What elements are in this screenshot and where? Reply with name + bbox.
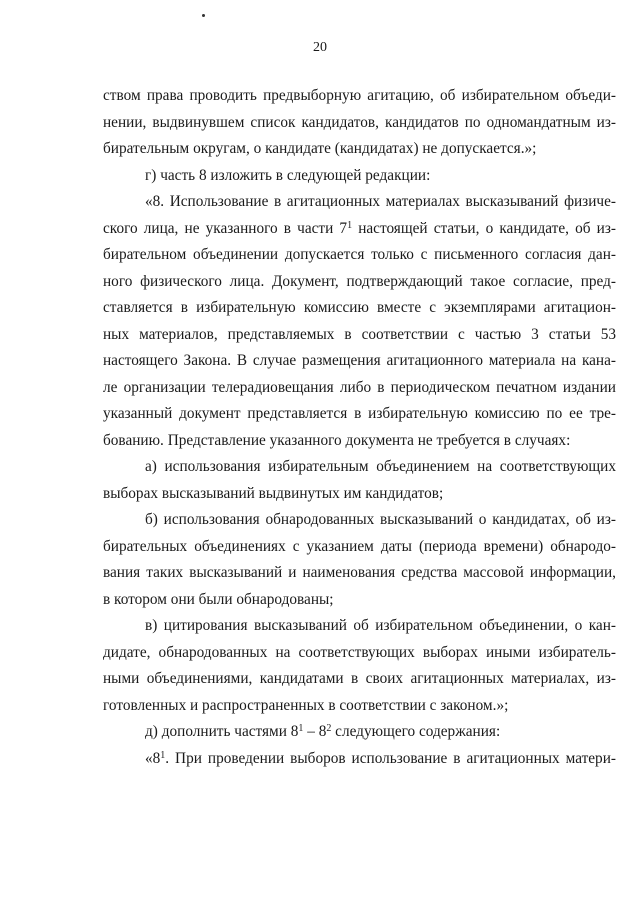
text-line: выборах высказываний выдвинутых им кандидатов;: [103, 484, 444, 502]
text-line: бованию. Представление указанного документа не требуется в случаях:: [103, 431, 571, 449]
text-line: ных материалов, представляемых в соответствии с частью 3 статьи 53: [103, 325, 616, 343]
text-line: а) использования избирательным объединением на соответствующих: [145, 458, 616, 475]
text-line: ного физического лица. Документ, подтверждающий такое согласие, пред-: [103, 272, 616, 290]
text-line: в котором они были обнародованы;: [103, 590, 334, 608]
text-line: ставляется в избирательную комиссию вместе с экземплярами агитацион-: [103, 299, 616, 316]
text-line: настоящего Закона. В случае размещения агитационного материала на кана-: [103, 352, 616, 369]
text-line: «8. Использование в агитационных материалах высказываний физиче-: [145, 193, 616, 210]
text-line: г) часть 8 изложить в следующей редакции:: [145, 166, 431, 184]
text-line: ле организации телерадиовещания либо в периодическом печатном издании: [103, 378, 616, 396]
text-line: готовленных и распространенных в соответствии с законом.»;: [103, 696, 509, 714]
text-line: ными объединениями, кандидатами в своих агитационных материалах, из-: [103, 670, 616, 687]
page-number: 20: [313, 40, 327, 55]
text-line: д) дополнить частями $8^1 - 8^2$ следующего содержания:: [145, 723, 501, 740]
text-line: бирательным округам, о кандидате (кандидатах) не допускается.»;: [103, 140, 537, 157]
text-line: нении, выдвинувшем список кандидатов, кандидатов по одномандатным из-: [103, 113, 616, 131]
text-line: бирательном объединении допускается только с письменного согласия дан-: [103, 246, 616, 263]
text-line: указанный документ представляется в избирательную комиссию по ее тре-: [103, 405, 616, 422]
superscript: 2: [326, 723, 332, 734]
text-line: бирательных объединениях с указанием даты (периода времени) обнародо-: [103, 537, 616, 555]
superscript: 1: [160, 749, 166, 761]
text-line: дидате, обнародованных на соответствующих выборах иными избиратель-: [103, 643, 616, 661]
text-line: б) использования обнародованных высказываний о кандидатах, об из-: [145, 511, 616, 528]
text-line: ством права проводить предвыборную агитацию, об избирательном объеди-: [103, 87, 616, 104]
text-line: вания таких высказываний и наименования средства массовой информации,: [103, 564, 616, 581]
text-line: в) цитирования высказываний об избирательном объединении, о кан-: [145, 617, 616, 634]
superscript: 1: [298, 723, 304, 734]
text-line: ского лица, не указанного в части $7^1$ настоящей статьи, о кандидате, об из-: [103, 219, 616, 237]
superscript: 1: [347, 219, 353, 231]
text-line: «$8^1$. При проведении выборов использование в агитационных матери-: [145, 749, 616, 767]
scan-mark: [202, 14, 205, 17]
